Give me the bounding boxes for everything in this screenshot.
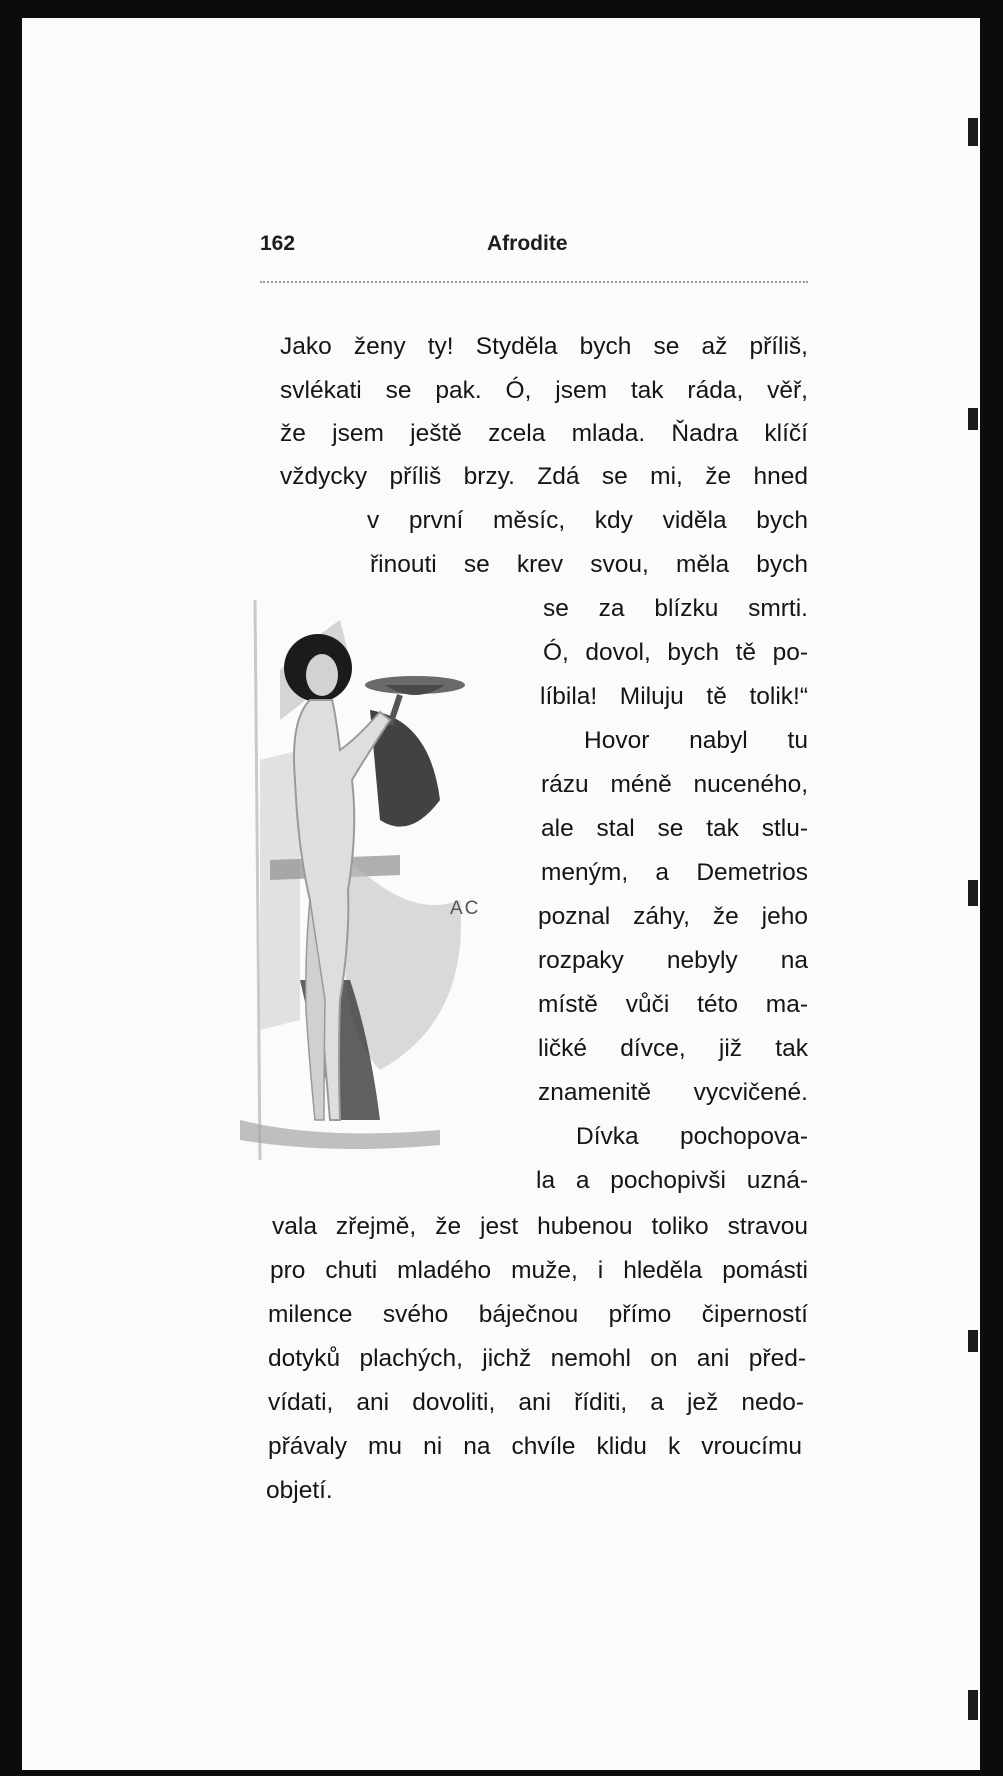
text-line: rázu méně nuceného, — [541, 771, 808, 798]
text-line: objetí. — [266, 1477, 333, 1504]
scan-edge — [980, 0, 1003, 1776]
illustration — [240, 600, 510, 1160]
text-line: líbila! Miluju tě tolik!“ — [540, 683, 808, 710]
text-line: rozpaky nebyly na — [538, 947, 808, 974]
text-line: poznal záhy, že jeho — [538, 903, 808, 930]
scan-edge-mark — [968, 1330, 978, 1352]
text-line: ale stal se tak stlu- — [541, 815, 808, 842]
text-line: vala zřejmě, že jest hubenou toliko stravou — [272, 1213, 808, 1240]
text-line: Hovor nabyl tu — [584, 727, 808, 754]
text-line: ličké dívce, již tak — [538, 1035, 808, 1062]
page-header — [260, 232, 808, 262]
text-line: místě vůči této ma- — [538, 991, 808, 1018]
text-line: vždycky příliš brzy. Zdá se mi, že hned — [280, 463, 808, 490]
text-line: meným, a Demetrios — [541, 859, 808, 886]
scan-edge-mark — [968, 408, 978, 430]
header-rule — [260, 281, 808, 283]
illustrator-signature: AC — [450, 898, 481, 919]
text-line: Jako ženy ty! Styděla bych se až příliš, — [280, 333, 808, 360]
text-line: milence svého báječnou přímo čiperností — [268, 1301, 808, 1328]
text-line: řinouti se krev svou, měla bych — [370, 551, 808, 578]
scan-edge-mark — [968, 118, 978, 146]
text-line: znamenitě vycvičené. — [538, 1079, 808, 1106]
text-line: vídati, ani dovoliti, ani říditi, a jež nedo- — [268, 1389, 804, 1416]
text-line: přávaly mu ni na chvíle klidu k vroucímu — [268, 1433, 802, 1460]
text-line: dotyků plachých, jichž nemohl on ani před- — [268, 1345, 806, 1372]
text-line: svlékati se pak. Ó, jsem tak ráda, věř, — [280, 377, 808, 404]
scan-edge-mark — [968, 1690, 978, 1720]
text-line: Dívka pochopova- — [576, 1123, 808, 1150]
scan-edge-mark — [968, 880, 978, 906]
page-number: 162 — [260, 232, 296, 255]
text-line: Ó, dovol, bych tě po- — [543, 639, 808, 666]
text-line: pro chuti mladého muže, i hleděla pomásti — [270, 1257, 808, 1284]
text-line: že jsem ještě zcela mlada. Ňadra klíčí — [280, 420, 808, 447]
text-line: la a pochopivši uzná- — [536, 1167, 808, 1194]
running-title: Afrodite — [487, 232, 568, 255]
text-line: v první měsíc, kdy viděla bych — [367, 507, 808, 534]
text-line: se za blízku smrti. — [543, 595, 808, 622]
figure-drawing — [240, 600, 510, 1160]
